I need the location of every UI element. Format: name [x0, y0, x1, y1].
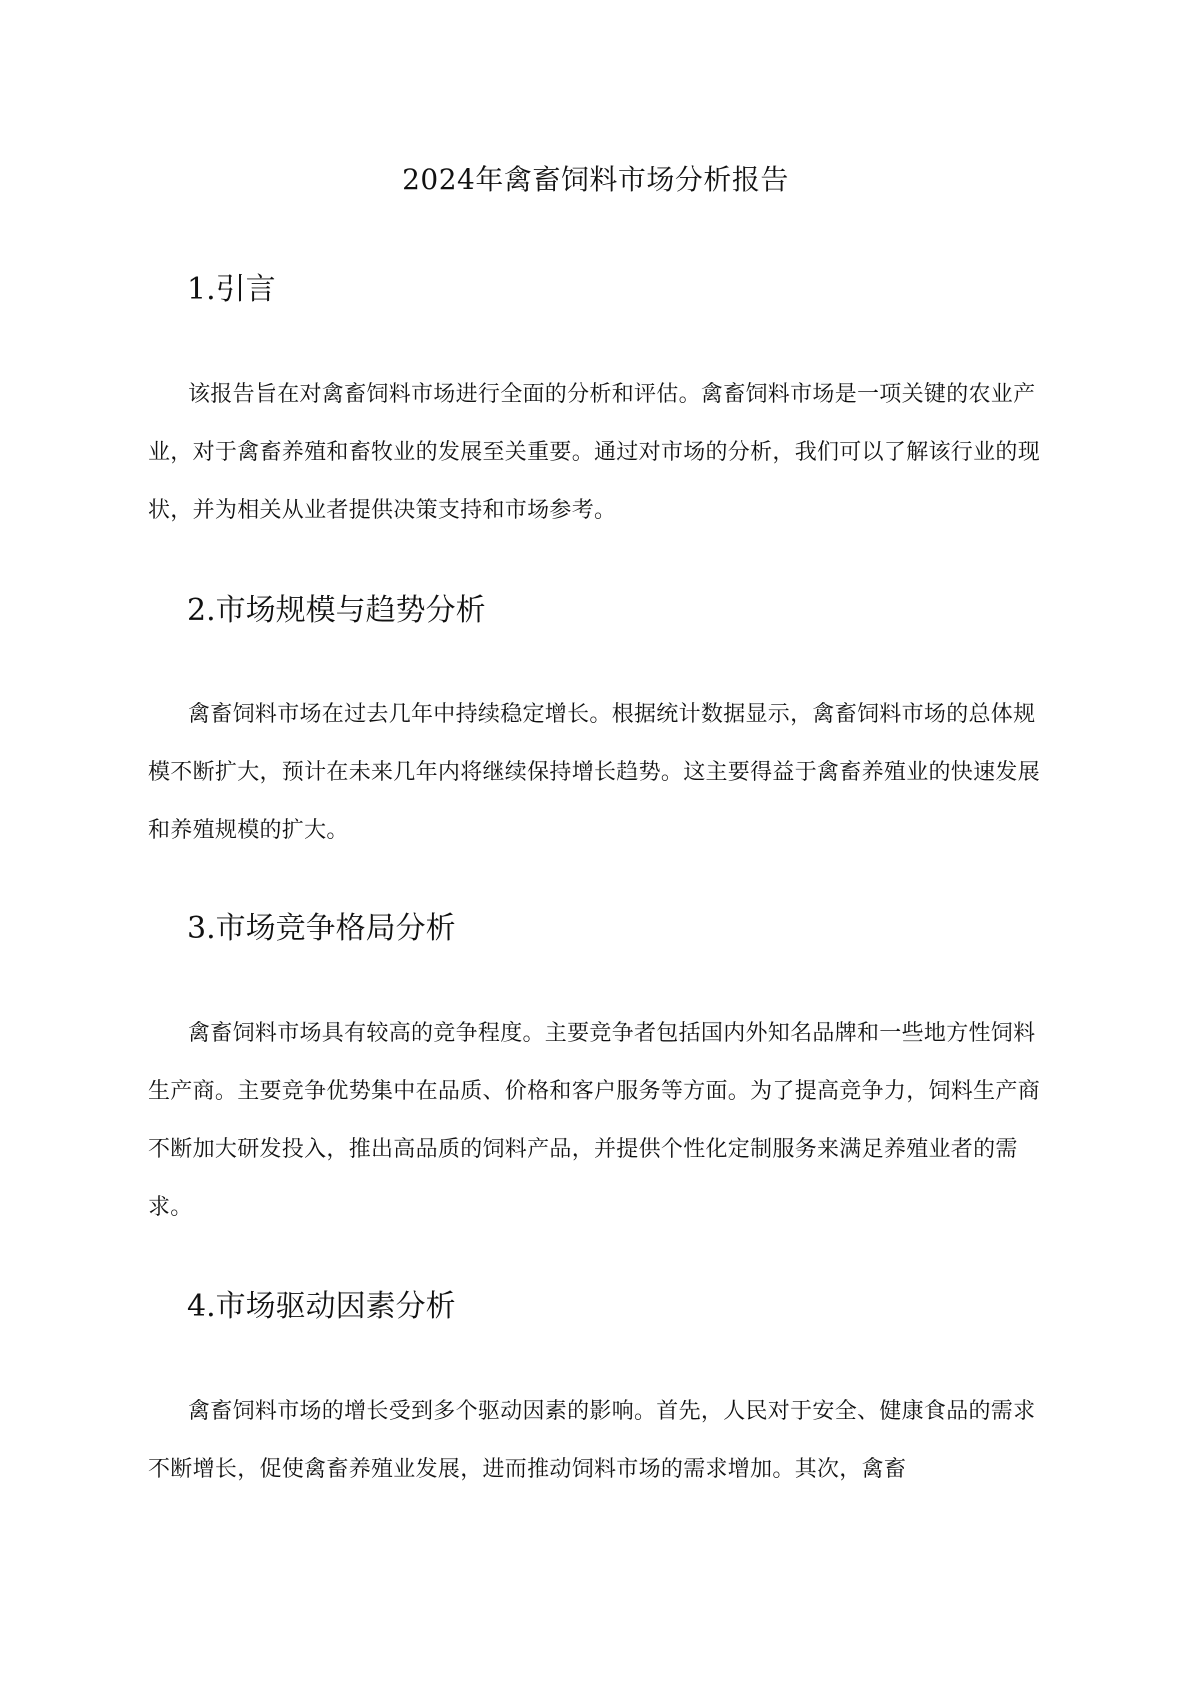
- section-paragraph-drivers: 禽畜饲料市场的增长受到多个驱动因素的影响。首先，人民对于安全、健康食品的需求不断增长，促使禽畜养殖业发展，进而推动饲料市场的需求增加。其次，禽畜: [148, 1399, 1036, 1482]
- section-paragraph-competition: 禽畜饲料市场具有较高的竞争程度。主要竞争者包括国内外知名品牌和一些地方性饲料生产商。主要竞争优势集中在品质、价格和客户服务等方面。为了提高竞争力，饲料生产商不断加大研发投入，推出高品质的饲料产品，并提供个性化定制服务来满足养殖业者的需求。: [148, 1021, 1041, 1220]
- section-heading-introduction: 1.引言: [187, 272, 276, 307]
- section-heading-market-size: 2.市场规模与趋势分析: [187, 593, 486, 628]
- section-heading-drivers: 4.市场驱动因素分析: [187, 1289, 456, 1324]
- section-paragraph-introduction: 该报告旨在对禽畜饲料市场进行全面的分析和评估。禽畜饲料市场是一项关键的农业产业，对于禽畜养殖和畜牧业的发展至关重要。通过对市场的分析，我们可以了解该行业的现状，并为相关从业者提供决策支持和市场参考。: [148, 382, 1041, 523]
- section-heading-competition: 3.市场竞争格局分析: [187, 911, 456, 946]
- document-title: 2024年禽畜饲料市场分析报告: [402, 163, 789, 196]
- section-paragraph-market-size: 禽畜饲料市场在过去几年中持续稳定增长。根据统计数据显示，禽畜饲料市场的总体规模不断扩大，预计在未来几年内将继续保持增长趋势。这主要得益于禽畜养殖业的快速发展和养殖规模的扩大。: [148, 702, 1041, 843]
